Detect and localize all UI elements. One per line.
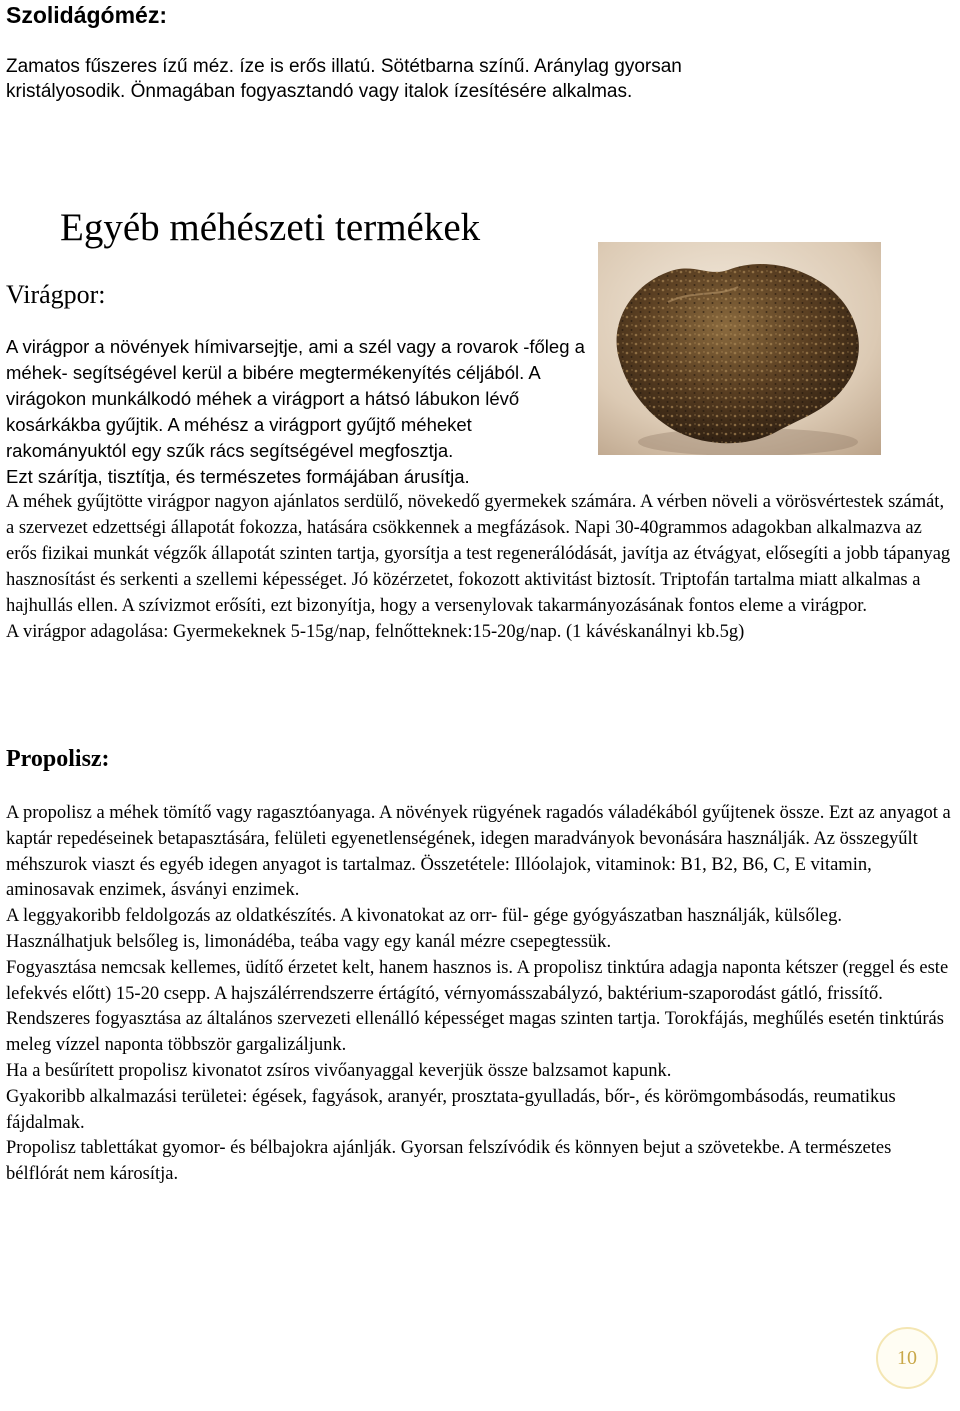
propolisz-paragraph: A propolisz a méhek tömítő vagy ragasztóanyaga. A növények rügyének ragadós váladékából gyűjtenek össze. Ezt az anyagot a kaptár repedéseinek betapasztására, felületi egyenetlenségének, idegen maradványok bevonására használják. Az összegyűlt méhszurok viaszt és egyéb idegen anyagot is tartalmaz. Összetétele: Illóolajok, vitaminok: B1, B2, B6, C, E vitamin, aminosavak enzimek, ásványi enzimek. — [6, 803, 951, 901]
propolisz-paragraph: Használhatjuk belsőleg is, limonádéba, teába vagy egy kanál mézre csepegtessük. — [6, 931, 612, 952]
page-number-badge — [876, 1327, 938, 1389]
propolisz-paragraph: Ha a besűrített propolisz kivonatot zsíros vivőanyaggal keverjük össze balzsamot kapunk. — [6, 1060, 672, 1081]
propolisz-paragraph: Gyakoribb alkalmazási területei: égések, fagyások, aranyér, prosztata-gyulladás, bőr-, és körömgombásodás, reumatikus fájdalmak. — [6, 1086, 896, 1133]
viragpor-body — [6, 489, 956, 645]
propolisz-heading: Propolisz: — [6, 746, 110, 772]
viragpor-intro: A virágpor a növények hímivarsejtje, ami a szél vagy a rovarok -főleg a méhek- segítségével kerül a bibére megtermékenyítés céljából. A virágokon munkálkodó méhek a virágport a hátsó lábukon lévő kosárkákba gyűjtik. A méhész a virágport gyűjtő méheket rakományuktól egy szűk rács segítségével megfosztja. — [6, 336, 585, 461]
szolidago-text: Zamatos fűszeres ízű méz. íze is erős illatú. Sötétbarna színű. Aránylag gyorsan kristályosodik. Önmagában fogyasztandó vagy italok ízesítésére alkalmas. — [6, 56, 682, 102]
propolis-photo — [598, 242, 881, 455]
propolisz-paragraph: Propolisz tablettákat gyomor- és bélbajokra ajánlják. Gyorsan felszívódik és könnyen bejut a szövetekbe. A természetes bélflórát nem károsítja. — [6, 1138, 892, 1185]
page-title: Egyéb méhészeti termékek — [60, 206, 481, 249]
propolisz-body — [6, 801, 956, 1188]
page-number: 10 — [897, 1346, 917, 1369]
viragpor-heading: Virágpor: — [6, 280, 106, 309]
propolisz-paragraph: A leggyakoribb feldolgozás az oldatkészítés. A kivonatokat az orr- fül- gége gyógyászatban használják, külsőleg. — [6, 906, 842, 927]
viragpor-dosage: A virágpor adagolása: Gyermekeknek 5-15g/nap, felnőtteknek:15-20g/nap. (1 kávéskanálnyi kb.5g) — [6, 622, 745, 642]
viragpor-drying-text: Ezt szárítja, tisztítja, és természetes formájában árusítja. — [6, 466, 470, 487]
propolisz-paragraph: Fogyasztása nemcsak kellemes, üdítő érzetet kelt, hanem hasznos is. A propolisz tinktúra adagja naponta kétszer (reggel és este lefekvés előtt) 15-20 csepp. A hajszálérrendszerre értágító, vérnyomásszabályzó, baktérium-szaporodást gátló, frissítő. Rendszeres fogyasztása az általános szervezeti ellenálló képességet magas szinten tartja. Torokfájás, meghűlés esetén tinktúrás meleg vízzel naponta többször gargalizáljunk. — [6, 957, 949, 1056]
viragpor-benefits: A méhek gyűjtötte virágpor nagyon ajánlatos serdülő, növekedő gyermekek számára. A vérben növeli a vörösvértestek számát, a szervezet edzettségi állapotát fokozza, hatására csökkennek a megfázások. Napi 30-40grammos adagokban alkalmazva az erős fizikai munkát végzők állapotát szinten tartja, gyorsítja a test regenerálódását, javítja az étvágyat, elősegíti a jobb tápanyag hasznosítást és serkenti a szellemi képességet. Jó közérzetet, fokozott aktivitást biztosít. Triptofán tartalma miatt alkalmas a hajhullás ellen. A szívizmot erősíti, ezt bizonyítja, hogy a versenylovak takarmányozásának fontos eleme a virágpor. — [6, 492, 951, 616]
szolidago-heading: Szolidágóméz: — [6, 2, 168, 28]
